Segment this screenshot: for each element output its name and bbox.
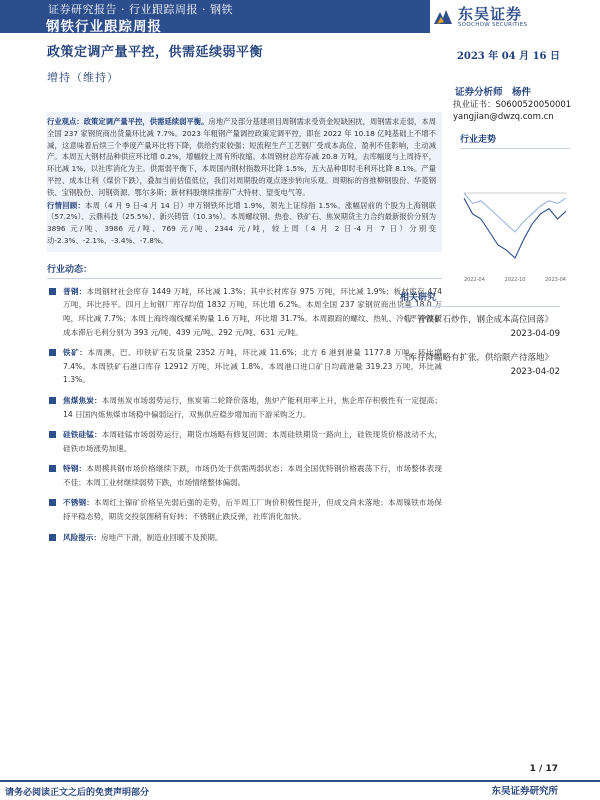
logo-text-cn: 东吴证券 bbox=[458, 5, 523, 23]
bullet-square-icon bbox=[49, 499, 56, 506]
item-text: 本周澳、巴、印铁矿石发货量 2352 万吨，环比减 11.6%；北方 6 港到港量 1177.8 万吨，环比增 7.4%。本周铁矿石港口库存 12912 万吨，环比减 1.8%。本周港口进口矿日均疏港量 319.23 万吨，环比减 1.3%。 bbox=[63, 348, 443, 385]
market-label: 行情回顾： bbox=[47, 200, 86, 210]
item-text: 本周焦炭市场弱势运行，焦炭第二轮降价落地，焦炉产能利用率上升，焦企库存积极性有一定提高；14 日国内炼焦煤市场稳中偏弱运行，双焦供应稳步增加而下游采购乏力。 bbox=[63, 395, 443, 419]
list-item bbox=[47, 531, 442, 545]
analyst-cert: 执业证书：S0600520050001 bbox=[453, 100, 572, 110]
page-number: 1 / 17 bbox=[529, 764, 558, 774]
related-item-date: 2023-04-09 bbox=[510, 329, 560, 339]
item-text: 本周硅锰市场弱势运行，期货市场略有修复回调；本周硅铁期货一路向上，硅铁现货价格波动不大，硅铁市场涨势加速。 bbox=[63, 430, 443, 453]
x-tick-label: 2022-10 bbox=[504, 277, 526, 283]
doc-type: 证券研究报告 · 行业跟踪周报 · 钢铁 bbox=[48, 3, 233, 16]
footer-divider bbox=[0, 780, 600, 782]
list-item bbox=[47, 496, 442, 523]
item-text: 本周红土镍矿价格呈先弱后强的走势，后半周工厂询价积极性提升，但成交尚未落地；本周镍铁市场保持平稳态势，期货交投氛围稍有好转；不锈钢止跌反弹，社库消化加快。 bbox=[63, 498, 442, 522]
bullet-square-icon bbox=[49, 465, 56, 472]
report-headline: 政策定调产量平控，供需延续弱平衡 bbox=[47, 45, 264, 60]
related-item-title[interactable]: 《严管铁矿石炒作，钢企成本高位回落》 bbox=[400, 315, 554, 325]
bullet-square-icon bbox=[49, 349, 56, 356]
x-tick-label: 2023-04 bbox=[545, 277, 566, 283]
related-item-title[interactable]: 《库存降幅略有扩张，供给限产待落地》 bbox=[400, 353, 554, 363]
footer-broker: 东吴证券研究所 bbox=[491, 786, 558, 797]
item-label: 风险提示： bbox=[63, 532, 101, 542]
related-item-date: 2023-04-02 bbox=[510, 367, 560, 377]
soochow-logo-icon bbox=[432, 6, 454, 26]
disclaimer: 请务必阅读正文之后的免责声明部分 bbox=[5, 788, 150, 798]
item-label: 铁矿： bbox=[63, 348, 88, 358]
dynamics-heading: 行业动态： bbox=[47, 262, 442, 279]
item-text: 本周模具钢市场价格继续下跌，市场仍处于供需两弱状态；本周全国优特钢价格震荡下行，市场整体表现不佳；本周工业材继续弱势下跌，市场情绪整体偏弱。 bbox=[63, 464, 443, 487]
bullet-square-icon bbox=[49, 534, 56, 541]
item-label: 不锈钢： bbox=[63, 498, 94, 508]
logo-text-en: SOOCHOW SECURITIES bbox=[458, 22, 528, 28]
side-column bbox=[460, 132, 570, 286]
list-item bbox=[47, 346, 442, 387]
trend-heading: 行业走势 bbox=[460, 132, 570, 149]
trend-chart-svg bbox=[460, 161, 570, 286]
list-item bbox=[47, 394, 442, 421]
series-title: 钢铁行业跟踪周报 bbox=[46, 19, 162, 35]
list-item bbox=[47, 462, 442, 489]
trend-chart bbox=[460, 161, 570, 286]
summary-box bbox=[47, 112, 442, 252]
item-label: 特钢： bbox=[63, 464, 87, 474]
bullet-square-icon bbox=[49, 288, 56, 295]
analyst-name: 证券分析师 杨件 bbox=[455, 87, 532, 98]
item-label: 硅铁硅锰： bbox=[63, 430, 102, 440]
series-line-0 bbox=[464, 198, 566, 258]
x-tick-label: 2022-04 bbox=[464, 277, 485, 283]
item-text: 本周钢材社会库存 1449 万吨，环比减 1.3%；其中长材库存 975 万吨，环比减 1.9%；板材库存 474 万吨，环比持平。四月上旬钢厂库存均值 1832 万吨，环比增 6.2%。本周全国 237 家钢贸商出货量 18.0 万吨，环比减 7.7%；本周上海终端线螺采购量 1.6 万吨，环比增 31.7%。本周跟踪的螺纹、热轧、冷轧、中厚板成本滞后毛利分别为 393 元/吨、439 元/吨、292 元/吨、631 元/吨。 bbox=[63, 286, 443, 337]
series-line-1 bbox=[464, 193, 566, 232]
related-research bbox=[400, 290, 560, 389]
view-paragraph bbox=[47, 116, 436, 199]
item-label: 焦煤焦炭： bbox=[63, 395, 102, 405]
broker-logo bbox=[432, 2, 560, 36]
rating: 增持（维持） bbox=[47, 71, 119, 84]
market-paragraph bbox=[47, 200, 436, 247]
item-text: 房地产下滑，制造业回暖不及预期。 bbox=[100, 532, 223, 542]
list-item bbox=[47, 285, 442, 339]
analyst-email[interactable]: yangjian@dwzq.com.cn bbox=[453, 112, 554, 122]
main-column bbox=[47, 112, 442, 551]
view-label: 行业观点：政策定调产量平控，供需延续弱平衡。 bbox=[47, 117, 209, 126]
bullet-square-icon bbox=[49, 397, 56, 404]
related-heading: 相关研究 bbox=[400, 290, 560, 307]
view-text: 房地产及部分基建项目周钢需求受资金短缺困扰，周钢需求走弱，本周全国 237 家钢贸商出货量环比减 7.7%。2023 年粗钢产量调控政策定调平控，即在 2022 年 10.18 亿吨基础上不增不减，这意味着后续三个季度产量环比将下降，供给约束较强；短流程生产工艺钢厂受成本高位、盈利不佳影响，主动减产。本周五大钢材品种供应环比增 0.2%，增幅较上周有所收缩。本周钢材总库存减 20.8 万吨，去库幅度与上周持平，环比减 1%，以社库消化为主。供需弱平衡下，本周国内钢材指数环比降 1.5%，五大品种即时毛利环比降 8.1%。产量平控、成本让利（煤价下跌），叠加当前估值低位，我们对周期股的观点逐步转向乐观。周期标的首推柳钢股份、华菱钢铁、宝钢股份、河钢资源、鄂尔多斯；新材料股继续推荐广大特材、望变电气等。 bbox=[47, 117, 437, 197]
market-text: 本周（4 月 9 日-4 月 14 日）申万钢铁环比增 1.9%，领先上证综指 1.5%。涨幅居前的个股为上海钢联（57.2%）、云鼎科技（25.5%）、新兴铸管（10.3%）。本周螺纹钢、热卷、铁矿石、焦炭期货主力合约最新报价分别为 3896 元/吨、3986 元/吨、769 元/吨、2344 元/吨，较上周（4 月 2 日-4 月 7 日）分别变动-2.3%、-2.1%、-3.4%、-7.8%。 bbox=[47, 200, 437, 245]
report-date: 2023 年 04 月 16 日 bbox=[456, 51, 560, 62]
header-band bbox=[0, 0, 430, 33]
list-item bbox=[47, 428, 442, 455]
dynamics-list bbox=[47, 285, 442, 545]
item-label: 普钢： bbox=[63, 286, 87, 296]
bullet-square-icon bbox=[49, 431, 56, 438]
